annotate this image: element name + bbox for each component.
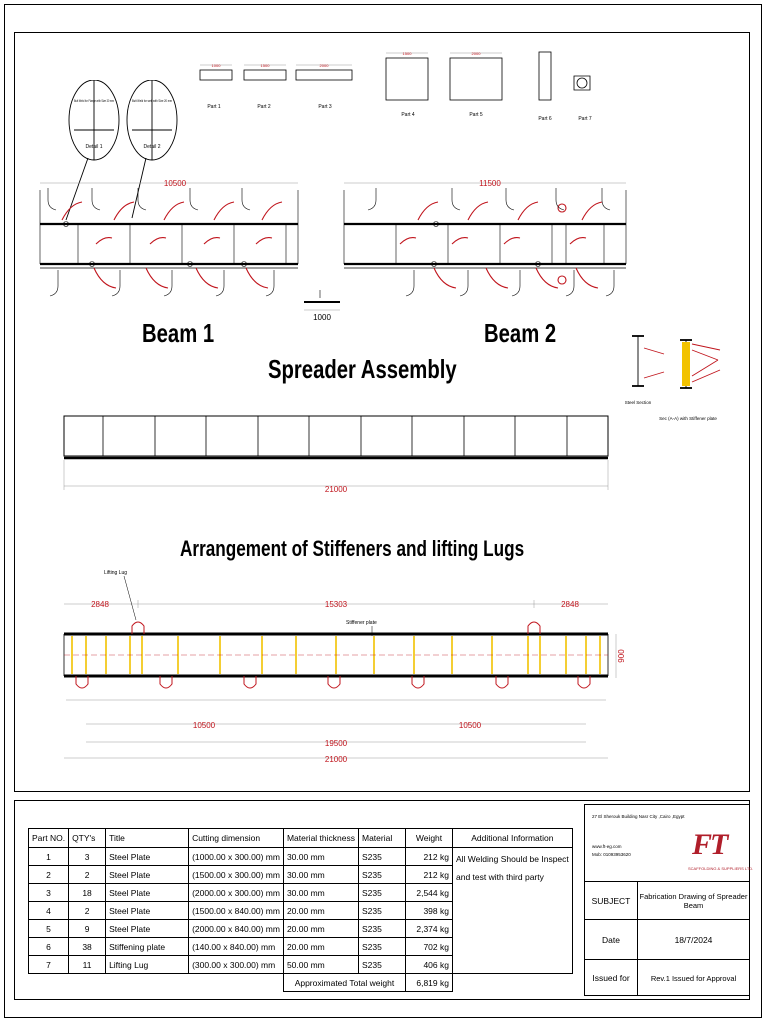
company-mobile: Mob: 01093953620 (592, 852, 631, 857)
beam-2-title: Beam 2 (484, 318, 557, 348)
bom-info-line-1: All Welding Should be Inspect (455, 854, 569, 864)
bom-cell: 398 kg (405, 902, 452, 920)
bom-cell: S235 (358, 920, 405, 938)
bom-header-qty: QTY's (69, 829, 106, 848)
arrangement-title: Arrangement of Stiffeners and lifting Lugs (180, 536, 525, 561)
title-block-date-row (585, 919, 749, 960)
title-block-issued-row (585, 959, 749, 996)
beam-2-length: 11500 (479, 179, 501, 188)
bom-cell: S235 (358, 902, 405, 920)
bom-cell: 2 (69, 902, 106, 920)
bom-cell: (1500.00 x 840.00) mm (189, 902, 284, 920)
arrangement-left-dim: 2848 (91, 600, 109, 609)
arrangement-right-dim: 2848 (561, 600, 579, 609)
bom-cell: 7 (29, 956, 69, 974)
bom-cell: 3 (69, 848, 106, 866)
arrangement-middle-dim: 15303 (324, 600, 348, 609)
bom-cell: 20.00 mm (283, 920, 358, 938)
bom-cell: S235 (358, 848, 405, 866)
bom-cell: 2 (69, 866, 106, 884)
bom-header-title: Title (106, 829, 189, 848)
part-5-label: Part 5 (469, 112, 483, 118)
detail-1-note: Butt Weld for Flange with Size 30 mm (74, 99, 114, 103)
bom-cell: 6 (29, 938, 69, 956)
subject-value: Fabrication Drawing of Spreader Beam (639, 892, 748, 910)
bom-cell: 4 (29, 902, 69, 920)
spreader-assembly-title: Spreader Assembly (268, 354, 457, 384)
part-4-label: Part 4 (401, 112, 415, 118)
part-2-shape (244, 70, 286, 80)
part-1-dim: 1000 (211, 63, 221, 68)
bom-header-material: Material (358, 829, 405, 848)
bom-cell: 30.00 mm (283, 848, 358, 866)
bom-cell: 212 kg (405, 866, 452, 884)
part-5-shape (450, 58, 502, 100)
bom-cell: Steel Plate (106, 920, 189, 938)
bom-cell: 20.00 mm (283, 938, 358, 956)
assembly-length: 21000 (324, 485, 348, 494)
reference-dimension (300, 286, 350, 326)
bom-cell: 3 (29, 884, 69, 902)
bom-total-value: 6,819 kg (405, 974, 452, 992)
bom-cell: 1 (29, 848, 69, 866)
bom-cell: 38 (69, 938, 106, 956)
bom-cell: Steel Plate (106, 866, 189, 884)
bom-cell: 30.00 mm (283, 866, 358, 884)
steel-section-label: Steel Section (624, 400, 652, 405)
bom-cell: 11 (69, 956, 106, 974)
lifting-lug-label: Lifting Lug (104, 570, 128, 576)
bom-cell: 2 (29, 866, 69, 884)
bom-cell: 20.00 mm (283, 902, 358, 920)
bom-cell: (2000.00 x 840.00) mm (189, 920, 284, 938)
bom-cell: 406 kg (405, 956, 452, 974)
part-3-dim: 2000 (319, 63, 329, 68)
bom-info-line-2: and test with third party (455, 872, 544, 882)
bom-header-part: Part NO. (29, 829, 69, 848)
arrangement-height-dim: 900 (617, 649, 626, 663)
company-logo-subtitle: SCAFFOLDING & SUPPLIERS LTD. (688, 866, 754, 871)
bom-total-row (29, 974, 573, 992)
bom-additional-info (452, 848, 572, 974)
company-address: 27 El Sherouk Building Nasr City ,Cairo ,Egypt (592, 814, 685, 819)
detail-2-label: Detail 2 (143, 144, 161, 150)
part-2-dim: 1500 (260, 63, 270, 68)
part-6-label: Part 6 (538, 116, 552, 122)
bom-cell: S235 (358, 938, 405, 956)
part-2-label: Part 2 (257, 104, 271, 110)
bom-cell: 2,374 kg (405, 920, 452, 938)
part-3-shape (296, 70, 352, 80)
bom-cell: Stiffening plate (106, 938, 189, 956)
stiffener-plate-label: Stiffener plate (346, 620, 377, 626)
part-7-shape (577, 78, 587, 88)
bom-cell: Steel Plate (106, 848, 189, 866)
bom-cell: Steel Plate (106, 902, 189, 920)
part-5-dim: 2000 (471, 51, 481, 56)
date-value: 18/7/2024 (674, 935, 713, 945)
bom-cell: (1000.00 x 300.00) mm (189, 848, 284, 866)
part-4-dim: 1500 (402, 51, 412, 56)
bom-header-thickness: Material thickness (283, 829, 358, 848)
bom-header-cutting: Cutting dimension (189, 829, 284, 848)
part-1-shape (200, 70, 232, 80)
bom-cell: (140.00 x 840.00) mm (189, 938, 284, 956)
bom-cell: (2000.00 x 300.00) mm (189, 884, 284, 902)
beam-2-drawing (330, 160, 650, 340)
bom-cell: 30.00 mm (283, 884, 358, 902)
bom-cell: 50.00 mm (283, 956, 358, 974)
detail-2-note: Butt Weld for web with Size 20 mm (132, 99, 172, 103)
bom-cell: S235 (358, 866, 405, 884)
part-3-label: Part 3 (318, 104, 332, 110)
bom-cell: Lifting Lug (106, 956, 189, 974)
subject-label: SUBJECT (585, 882, 638, 920)
bom-cell: 18 (69, 884, 106, 902)
arrangement-overall2-dim: 21000 (324, 755, 348, 764)
bom-cell: Steel Plate (106, 884, 189, 902)
spreader-assembly-drawing (0, 400, 768, 510)
company-logo: FT (692, 828, 727, 861)
bom-cell: S235 (358, 884, 405, 902)
arrangement-seg1-dim: 10500 (192, 721, 216, 730)
bom-header-weight: Weight (405, 829, 452, 848)
bom-cell: 9 (69, 920, 106, 938)
issued-label: Issued for (585, 960, 638, 996)
title-block-subject-row (585, 881, 749, 920)
bom-total-label: Approximated Total weight (283, 974, 405, 992)
bom-cell: 212 kg (405, 848, 452, 866)
issued-value: Rev.1 Issued for Approval (650, 973, 737, 983)
bom-cell: 2,544 kg (405, 884, 452, 902)
part-6-shape (539, 52, 551, 100)
detail-1-label: Detail 1 (85, 144, 103, 150)
bom-cell: (300.00 x 300.00) mm (189, 956, 284, 974)
bill-of-materials-table (28, 828, 573, 992)
bom-cell: (1500.00 x 300.00) mm (189, 866, 284, 884)
part-4-shape (386, 58, 428, 100)
bom-cell: S235 (358, 956, 405, 974)
beam-1-length: 10500 (163, 179, 187, 188)
date-label: Date (585, 920, 638, 960)
table-row (29, 848, 573, 866)
bom-cell: 5 (29, 920, 69, 938)
arrangement-seg2-dim: 10500 (458, 721, 482, 730)
section-a-a-label: Sec (A-A) with Stiffener plate (659, 416, 717, 421)
part-7-label: Part 7 (578, 116, 592, 122)
bom-header-info: Additional Information (452, 829, 572, 848)
reference-dimension-value: 1000 (313, 313, 331, 322)
beam-1-title: Beam 1 (142, 318, 215, 348)
part-1-label: Part 1 (207, 104, 221, 110)
company-website: www.ft-eg.com (592, 844, 622, 849)
arrangement-drawing (0, 560, 768, 780)
bom-header-row (29, 829, 573, 848)
bom-cell: 702 kg (405, 938, 452, 956)
arrangement-overall1-dim: 19500 (324, 739, 348, 748)
